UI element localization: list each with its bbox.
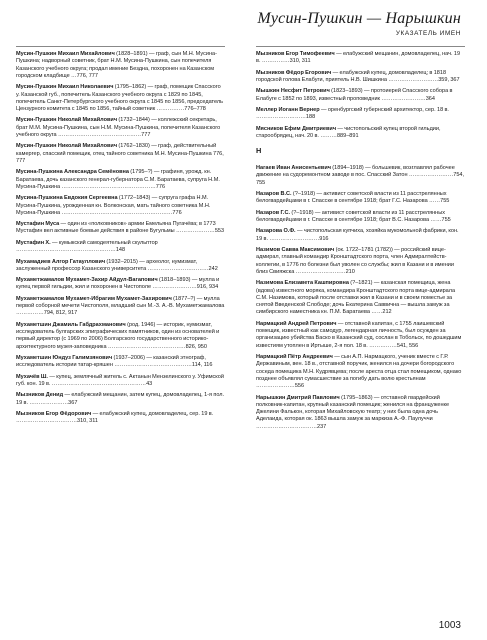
entry-text: (?–1918) — активист советской власти из 11 расстрелянных белогвардейцами в г. Спасске в сентябре 1918; брат Г.С. Назарова ……755 (256, 191, 450, 205)
section-letter: Н (256, 146, 262, 156)
entry-name: Мызников Егор Тимофеевич (256, 51, 335, 57)
entry-text: (1828–1891) — граф, сын М.Н. Мусина-Пушкина; надворный советник, брат Н.М. Мусина-Пушкина, сын попечителя Казанского учебного округа; продал имение Бездна, похоронен на Казанском городском кладбище …776, 777 (16, 51, 217, 79)
index-entry (16, 195, 225, 217)
page-number: 1003 (438, 620, 461, 631)
left-column (16, 51, 225, 621)
entry-name: Нарышкин Дмитрий Павлович (256, 394, 340, 401)
entry-text: — купец, землячный житель с. Актанын Мензелинского у. Уфимской губ. кон. 19 в. ……………………………………………43 (16, 373, 224, 387)
entry-text: (род. 1946) — историк, нумизмат, исследователь булгарских эпиграфических памятников, один из основателей и первый директор (с 1969 по 2006) Болгарского государственного историко-архитектурного музея-заповедника ……………………………………826, 950 (16, 321, 220, 350)
entry-name: Нагаев Иван Анисентьевич (256, 165, 331, 172)
index-entry (256, 321, 465, 350)
right-column (256, 51, 465, 621)
entry-name: Мухаметшин Юндуз Галимзянович (16, 354, 113, 361)
index-entry (16, 240, 225, 255)
entry-text: (1932–2015) — археолог, нумизмат, заслуженный профессор Казанского университета ……………………………242 (16, 258, 218, 272)
entry-name: Мустафин Х. (16, 239, 51, 246)
index-entry (256, 126, 465, 141)
index-entry (16, 117, 225, 139)
entry-text: — оренбургский губернский архитектор, сер. 18 в. ………………………188 (256, 106, 449, 121)
index-entry (16, 355, 225, 370)
running-header (257, 10, 461, 37)
index-entry (16, 322, 225, 351)
index-entry (256, 210, 465, 225)
entry-text: — елабужский купец, домовладелец; в 1818 городской голова Елабуги, приятель Н.В. Шишкина ………………………359, 367 (256, 69, 460, 83)
entry-text: (1823–1893) — протоиерей Спасского собора в Елабуге с 1852 по 1893, известный проповедник ……………………364 (256, 88, 453, 102)
entry-name: Мусин-Пушкин Михаил Михайлович (16, 51, 115, 57)
index-entry (256, 191, 465, 206)
running-header-subtitle: УКАЗАТЕЛЬ ИМЕН (395, 30, 461, 37)
entry-text: (1795–1863) — отставной гвардейский полковник-капитан, крупный казанский помещик; женился на француженке Джелини Фалькон, которая Михайловскую театр; у них была одна дочь Аделаида, которая ок. 1863 вышла замуж за маркиза А.-Ф. Паулуччи ……………………………237 (256, 394, 450, 430)
entry-text: — елабужский мещанин, домовладелец, нач. 19 в. ……………310, 311 (256, 51, 461, 65)
index-entry (256, 88, 465, 103)
index-entry (256, 51, 465, 66)
entry-text: (1795–?) — графиня, урожд. кн. Баратаева, дочь казанского генерал-губернатора С.М. Баратаева, супруга Н.М. Мусина-Пушкина ……………………………………………776 (16, 169, 220, 190)
entry-name: Мухамадиев Алгор Гатауллович (16, 258, 106, 265)
index-entry (256, 70, 465, 85)
entry-text: (1795–1862) — граф, помещик Спасского у. Казанской губ., попечитель Казанского учебного округа с 1829 по 1845, попечитель Санкт-Петербургского учебного округа с 1845 по 1856, председатель Цензурного комитета с 1845 по 1856, тайный советник ……………776–778 (16, 84, 224, 113)
entry-text: — сын А.П. Нармацкого, ученик вместе с Г.Р. Державиным, вен. 18 в., отставной поручик, женился на дочери богородского соседа помещика М.Н. Кудрявцева; после ареста отца стал помещиком, однако позднее объявлял сумасшествие за погибу дать волю крестьянам …………………556 (256, 354, 462, 390)
index-entry (16, 51, 225, 80)
index-entry (16, 374, 225, 389)
index-entry (16, 411, 225, 426)
index-entry (256, 395, 465, 431)
entry-name: Мухаметшин Джамиль Габдрахманович (16, 321, 126, 328)
header-rule-left (16, 46, 225, 47)
entry-name: Мухаметжамалов Мухамет-Захир Айдул-Вагапович (16, 277, 158, 284)
index-entry (16, 84, 225, 113)
entry-name: Мусин-Пушкин Михаил Николаевич (16, 84, 114, 91)
entry-text: (1877–?) — мулла первой соборной мечети Чистополя, младший сын М.-З. А.-В. Мухаметжамалова ……………794, 812, 917 (16, 295, 225, 317)
entry-text: (1772–1843) — супруга графа Н.М. Мусина-Пушкина, урожденная кн. Волконская, мать тайного советника М.Н. Мусина-Пушкина ……………………………………………………776 (16, 195, 211, 216)
entry-text: (1732–1844) — коллежский секретарь, брат М.М. Мусина-Пушкина, сын Н.М. Мусина-Пушкина, попечителя Казанского учебного округа ………………………………………777 (16, 117, 221, 138)
entry-name: Мызников Егор Фёдорович (16, 410, 92, 417)
entry-name: Мусин-Пушкин Николай Михайлович (16, 117, 118, 124)
entry-text: (1818–1893) — мулла и купец первой гильдии, жил и похоронен в Чистополе ……………………916, 934 (16, 277, 220, 291)
entry-text: (?–1918) — активист советской власти из 11 расстрелянных белогвардейцами в г. Спасске в сентябре 1918; брат В.С. Назарова ……755 (256, 209, 451, 224)
entry-name: Нармацкий Пётр Андреевич (256, 354, 333, 361)
entry-name: Мясников Ефим Дмитриевич (256, 125, 337, 132)
entry-text: (1762–1830) — граф, действительный камергер, спасский помещик, отец тайного советника М.Н. Мусина-Пушкина 776, 777 (16, 143, 224, 164)
entry-name: Назимов Савва Максимович (256, 247, 335, 254)
index-entry (16, 169, 225, 191)
entry-name: Мусина-Пушкина Евдокия Сергеевна (16, 195, 118, 202)
header-rule-right (256, 46, 465, 47)
entry-text: (1937–2006) — казанский этнограф, исследователь истории татар-кряшен ……………………………………114, 116 (16, 354, 213, 369)
index-entry (256, 107, 465, 122)
entry-name: Мусина-Пушкина Александра Семёновна (16, 169, 129, 176)
index-entry (256, 165, 465, 187)
index-entry (256, 247, 465, 276)
index-entry (16, 143, 225, 165)
entry-text: — елабужский мещанин, затем купец, домовладелец, 1-я пол. 19 в. …………………367 (16, 392, 225, 406)
entry-text: — чистопольская купчиха, хозяйка мукомольной фабрики, кон. 19 в. ………………………916 (256, 228, 459, 242)
index-entry (16, 392, 225, 407)
index-entry (16, 277, 225, 292)
entry-text: — один из «полковников» армии Емельяна Пугачёва; в 1773 Мустафин вел активные боевые действия в районе Бугульмы …………………553 (16, 221, 225, 235)
entry-name: Мызников Фёдор Егорович (256, 69, 332, 76)
entry-text: (ок. 1722–1781 (1782)) — российский вице-адмирал, главный командир Кронштадтского порта, член Адмиралтейств-коллегии, в 1776 по болезни был уволен со службы; жил в Казани и в имении близ Свияжска ………………………210 (256, 247, 454, 275)
entry-text: — отставной капитан, с 1755 лаишевский помещик, известный как самодур, легендарная личность, был осужден за организацию убийства Васко в Казанский суд, сослан в Тобольск, по дошедшим известиям утоплен в Иртыше, 2-я пол. 18 в. ……………541, 556 (256, 320, 462, 349)
index-entry (16, 259, 225, 274)
entry-text: — чистопольский купец второй гильдии, старообрядец, нач. 20 в. ………889–891 (256, 125, 441, 139)
entry-name: Мусин-Пушкин Николай Михайлович (16, 143, 118, 150)
entry-name: Назаров Г.С. (256, 209, 290, 216)
entry-name: Мышкин Несфит Петрович (256, 88, 330, 95)
entry-text: (1894–1918) — большевик, возглавлял рабочее движение на судоремонтном заводе в пос. Спасский Затон ……………………754, 755 (256, 165, 465, 186)
entry-name: Мызников Денид (16, 392, 64, 399)
running-header-title: Мусин-Пушкин — Нарышкин (257, 10, 461, 27)
entry-name: Мухаметжамалов Мухамет-Ибрагим Мухамет-Захирович (16, 295, 172, 302)
entry-name: Меллер Иоганн Вернер (256, 106, 320, 113)
entry-text: — кумыкский самодеятельный скульптор ………………………………………………148 (16, 239, 158, 254)
index-entry (16, 221, 225, 236)
entry-name: Мустафин Муса (16, 221, 60, 228)
entry-text: (?–1821) — казанская помещица, жена (вдова) известного моряка, командира Кронштадтского порта вице-адмирала С.М. Назимова, который после отставки жил в Казани и в своем поместье за снятой Введенской Слободе; дочь Екатерина Саввична — вышла замуж за симбирского наместника кн. П.М. Баратаева ……212 (256, 280, 456, 316)
index-entry (16, 296, 225, 318)
index-entry (256, 228, 465, 243)
index-entry (256, 280, 465, 316)
entry-name: Назаров В.С. (256, 191, 292, 198)
index-entry (256, 354, 465, 390)
entry-name: Нармацкий Андрей Петрович (256, 320, 337, 327)
entry-name: Назимова Елизавета Кашпировна (256, 280, 349, 287)
entry-name: Мухачёв Ш. (16, 373, 48, 380)
entry-text: — елабужский купец, домовладелец, сер. 19 в. ……………………………310, 311 (16, 410, 214, 425)
entry-name: Назарова О.Ф. (256, 228, 296, 235)
